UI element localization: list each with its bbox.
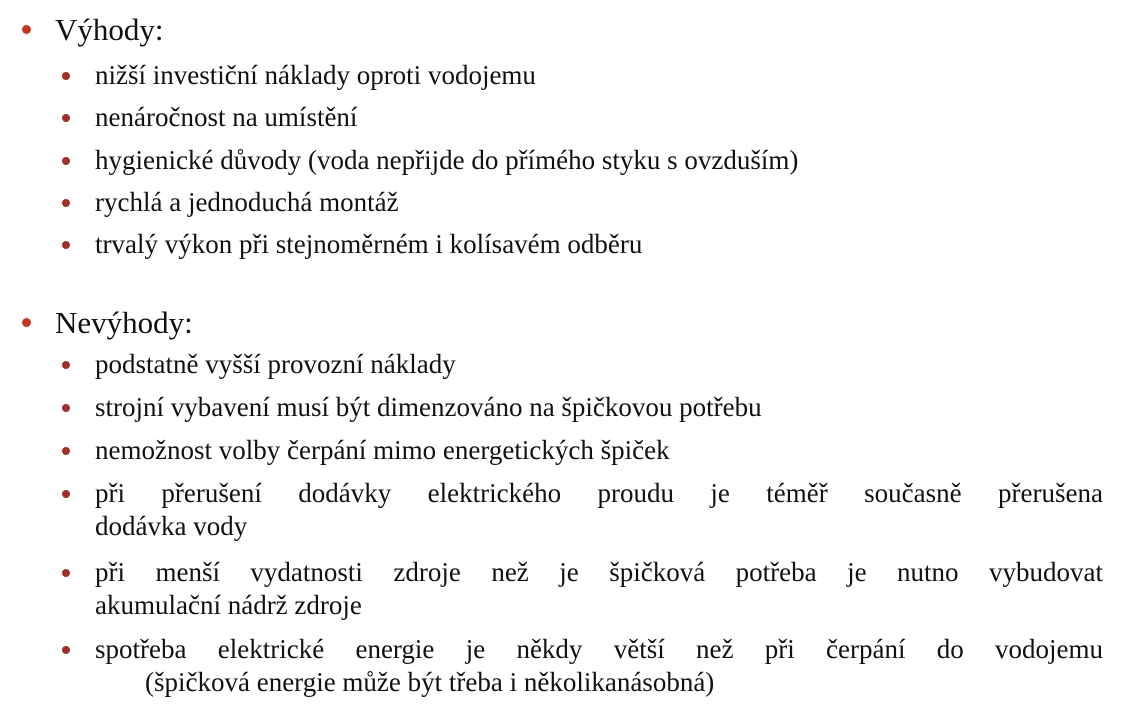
list-item-text: rychlá a jednoduchá montáž <box>95 187 399 217</box>
list-item-text: nenáročnost na umístění <box>95 102 358 132</box>
bullet-icon <box>62 241 70 249</box>
list-item-line: spotřeba elektrické energie je někdy větší než při čerpání do vodojemu <box>95 634 1103 664</box>
bullet-icon <box>62 157 70 165</box>
bullet-icon <box>62 569 70 577</box>
bullet-icon <box>22 318 31 327</box>
bullet-icon <box>62 404 70 412</box>
bullet-icon <box>62 447 70 455</box>
bullet-icon <box>62 72 70 80</box>
list-item-text: trvalý výkon při stejnoměrném i kolísavém odběru <box>95 229 643 259</box>
section-heading-label: Nevýhody: <box>55 305 193 340</box>
section-heading-label: Výhody: <box>55 12 164 47</box>
list-item-text: nemožnost volby čerpání mimo energetických špiček <box>95 435 670 465</box>
list-item-text <box>95 477 1103 543</box>
bullet-icon <box>22 25 31 34</box>
list-item-line: (špičková energie může být třeba i několikanásobná) <box>145 667 715 697</box>
list-item-text: nižší investiční náklady oproti vodojemu <box>95 60 536 90</box>
list-item-text: hygienické důvody (voda nepřijde do přímého styku s ovzduším) <box>95 145 799 175</box>
bullet-icon <box>62 114 70 122</box>
bullet-icon <box>62 199 70 207</box>
list-item-text: podstatně vyšší provozní náklady <box>95 349 456 379</box>
list-item-text: strojní vybavení musí být dimenzováno na špičkovou potřebu <box>95 392 762 422</box>
bullet-icon <box>62 646 70 654</box>
list-item-line: akumulační nádrž zdroje <box>95 590 362 620</box>
bullet-icon <box>62 490 70 498</box>
list-item-line: při přerušení dodávky elektrického proudu je téměř současně přerušena <box>95 478 1103 508</box>
list-item-text <box>95 633 1103 699</box>
bullet-icon <box>62 361 70 369</box>
list-item-line: dodávka vody <box>95 511 248 541</box>
list-item-line: při menší vydatnosti zdroje než je špičková potřeba je nutno vybudovat <box>95 557 1103 587</box>
list-item-text <box>95 556 1103 622</box>
